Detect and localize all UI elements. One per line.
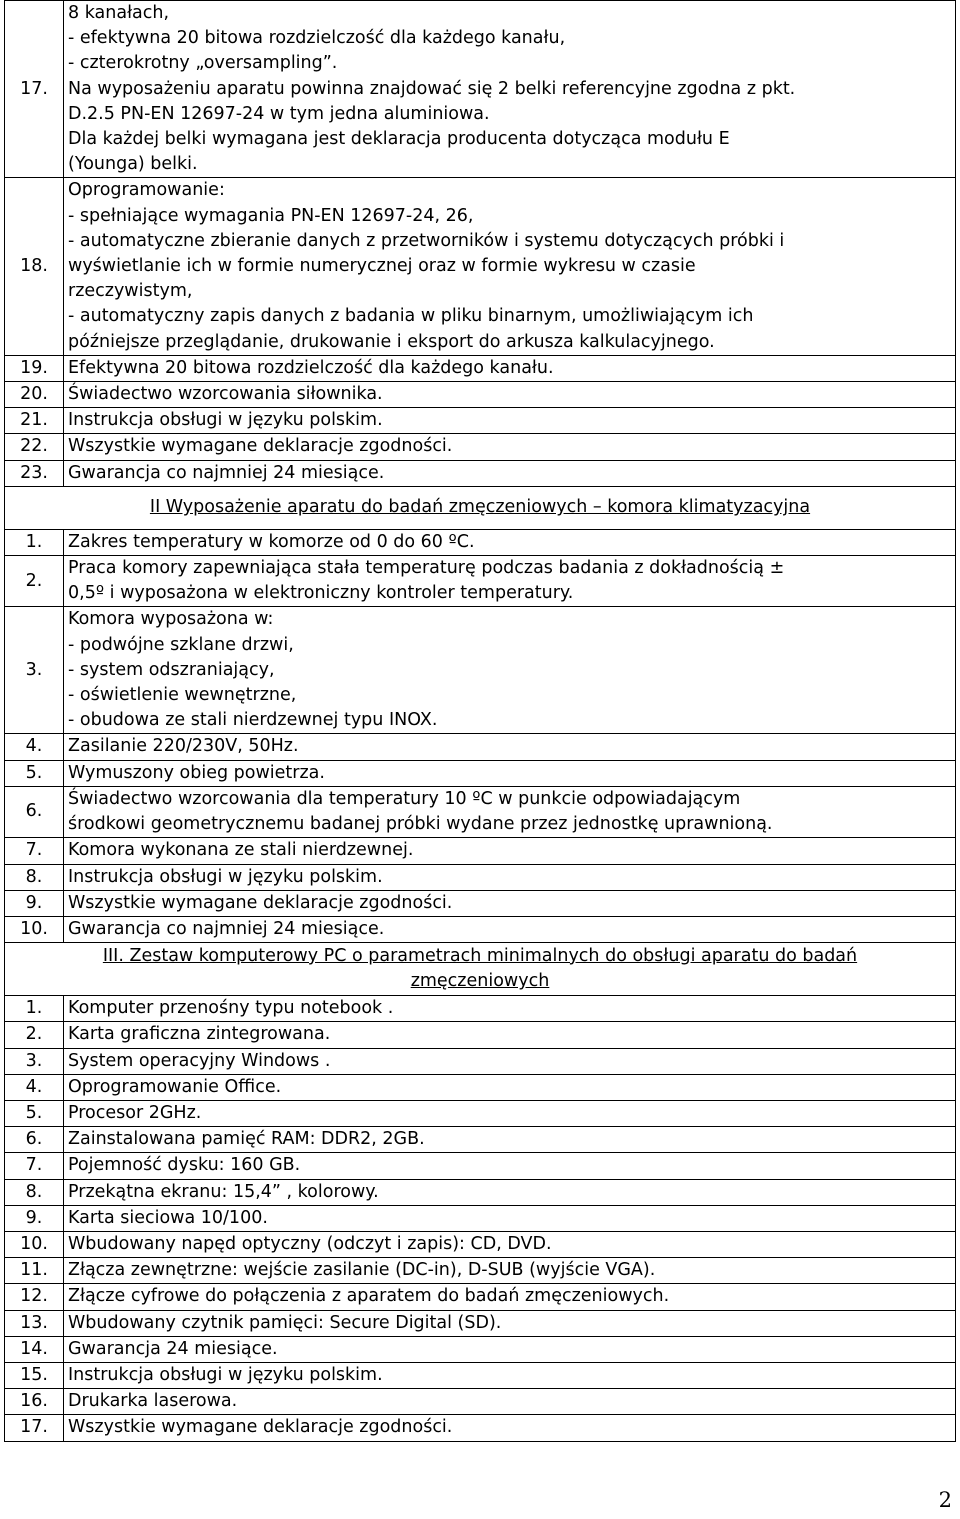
section-3-heading-row: [5, 943, 956, 996]
table-row: [5, 1258, 956, 1284]
table-row: [5, 556, 956, 607]
text-line: Oprogramowanie:: [68, 180, 225, 201]
item-number: 2.: [5, 556, 64, 607]
item-text: [64, 1205, 956, 1231]
table-row: [5, 996, 956, 1022]
item-number: 4.: [5, 734, 64, 760]
text-line: Procesor 2GHz.: [68, 1102, 202, 1123]
text-line: - spełniające wymagania PN-EN 12697-24, 26,: [68, 205, 474, 226]
item-number: 1.: [5, 529, 64, 555]
heading-text: zmęczeniowych: [410, 971, 550, 992]
specification-table: [4, 0, 956, 1442]
item-text: [64, 916, 956, 942]
table-row: [5, 1, 956, 178]
table-row: [5, 607, 956, 734]
text-line: (Younga) belki.: [68, 154, 198, 175]
item-number: 22.: [5, 434, 64, 460]
item-text: [64, 1022, 956, 1048]
text-line: Instrukcja obsługi w języku polskim.: [68, 1364, 383, 1385]
item-text: [64, 996, 956, 1022]
item-text: [64, 1179, 956, 1205]
text-line: późniejsze przeglądanie, drukowanie i eksport do arkusza kalkulacyjnego.: [68, 331, 715, 352]
page-number: 2: [938, 1488, 952, 1512]
section-2-heading: [5, 486, 956, 529]
item-number: 20.: [5, 382, 64, 408]
item-text: [64, 355, 956, 381]
item-text: [64, 434, 956, 460]
item-number: 10.: [5, 1231, 64, 1257]
table-row: [5, 460, 956, 486]
item-text: [64, 786, 956, 837]
table-row: [5, 1336, 956, 1362]
text-line: - czterokrotny „oversampling”.: [68, 53, 338, 74]
table-row: [5, 1205, 956, 1231]
item-text: [64, 1362, 956, 1388]
text-line: - automatyczny zapis danych z badania w pliku binarnym, umożliwiającym ich: [68, 306, 754, 327]
item-text: [64, 178, 956, 355]
item-number: 6.: [5, 786, 64, 837]
item-text: [64, 1048, 956, 1074]
item-number: 15.: [5, 1362, 64, 1388]
item-number: 17.: [5, 1, 64, 178]
item-number: 3.: [5, 1048, 64, 1074]
table-row: [5, 734, 956, 760]
table-row: [5, 178, 956, 355]
section-2-heading-row: [5, 486, 956, 529]
item-text: [64, 1336, 956, 1362]
text-line: Pojemność dysku: 160 GB.: [68, 1155, 301, 1176]
item-text: [64, 607, 956, 734]
text-line: Zakres temperatury w komorze od 0 do 60 ºC.: [68, 531, 475, 552]
table-row: [5, 864, 956, 890]
item-number: 4.: [5, 1074, 64, 1100]
item-number: 11.: [5, 1258, 64, 1284]
text-line: Wbudowany czytnik pamięci: Secure Digital (SD).: [68, 1312, 502, 1333]
item-number: 10.: [5, 916, 64, 942]
text-line: Efektywna 20 bitowa rozdzielczość dla każdego kanału.: [68, 357, 554, 378]
table-row: [5, 382, 956, 408]
table-row: [5, 1284, 956, 1310]
item-text: [64, 1074, 956, 1100]
item-number: 9.: [5, 1205, 64, 1231]
item-number: 12.: [5, 1284, 64, 1310]
text-line: Świadectwo wzorcowania siłownika.: [68, 384, 383, 405]
table-row: [5, 1153, 956, 1179]
text-line: Wbudowany napęd optyczny (odczyt i zapis): CD, DVD.: [68, 1233, 552, 1254]
item-number: 8.: [5, 864, 64, 890]
text-line: Złącze cyfrowe do połączenia z aparatem do badań zmęczeniowych.: [68, 1286, 670, 1307]
text-line: - automatyczne zbieranie danych z przetworników i systemu dotyczących próbki i: [68, 230, 785, 251]
item-text: [64, 1258, 956, 1284]
table-row: [5, 1074, 956, 1100]
text-line: Instrukcja obsługi w języku polskim.: [68, 410, 383, 431]
text-line: rzeczywistym,: [68, 281, 193, 302]
text-line: - system odszraniający,: [68, 659, 275, 680]
text-line: Zasilanie 220/230V, 50Hz.: [68, 736, 299, 757]
text-line: Instrukcja obsługi w języku polskim.: [68, 866, 383, 887]
text-line: Karta graficzna zintegrowana.: [68, 1024, 331, 1045]
text-line: Komora wyposażona w:: [68, 609, 274, 630]
item-text: [64, 382, 956, 408]
text-line: wyświetlanie ich w formie numerycznej oraz w formie wykresu w czasie: [68, 256, 696, 277]
text-line: - podwójne szklane drzwi,: [68, 634, 294, 655]
item-text: [64, 1389, 956, 1415]
text-line: Wszystkie wymagane deklaracje zgodności.: [68, 892, 453, 913]
text-line: Komputer przenośny typu notebook .: [68, 998, 394, 1019]
item-number: 18.: [5, 178, 64, 355]
text-line: Zainstalowana pamięć RAM: DDR2, 2GB.: [68, 1129, 425, 1150]
item-number: 8.: [5, 1179, 64, 1205]
item-number: 16.: [5, 1389, 64, 1415]
item-text: [64, 1284, 956, 1310]
item-text: [64, 1415, 956, 1441]
table-row: [5, 916, 956, 942]
text-line: D.2.5 PN-EN 12697-24 w tym jedna aluminiowa.: [68, 103, 490, 124]
item-text: [64, 529, 956, 555]
table-row: [5, 1048, 956, 1074]
item-text: [64, 838, 956, 864]
item-number: 14.: [5, 1336, 64, 1362]
item-number: 1.: [5, 996, 64, 1022]
text-line: 0,5º i wyposażona w elektroniczny kontroler temperatury.: [68, 583, 574, 604]
item-number: 21.: [5, 408, 64, 434]
item-number: 19.: [5, 355, 64, 381]
heading-text: II Wyposażenie aparatu do badań zmęczeniowych – komora klimatyzacyjna: [149, 497, 811, 518]
text-line: 8 kanałach,: [68, 3, 170, 23]
text-line: Oprogramowanie Office.: [68, 1076, 282, 1097]
table-row: [5, 1415, 956, 1441]
item-number: 9.: [5, 890, 64, 916]
item-text: [64, 864, 956, 890]
text-line: - efektywna 20 bitowa rozdzielczość dla każdego kanału,: [68, 28, 566, 49]
text-line: - obudowa ze stali nierdzewnej typu INOX.: [68, 710, 438, 731]
table-row: [5, 1022, 956, 1048]
text-line: Świadectwo wzorcowania dla temperatury 10 ºC w punkcie odpowiadającym: [68, 788, 741, 809]
item-number: 5.: [5, 1100, 64, 1126]
text-line: Na wyposażeniu aparatu powinna znajdować się 2 belki referencyjne zgodna z pkt.: [68, 78, 796, 99]
table-row: [5, 434, 956, 460]
text-line: Gwarancja co najmniej 24 miesiące.: [68, 918, 385, 939]
table-row: [5, 1231, 956, 1257]
text-line: Przekątna ekranu: 15,4” , kolorowy.: [68, 1181, 379, 1202]
table-row: [5, 408, 956, 434]
item-text: [64, 408, 956, 434]
item-number: 7.: [5, 838, 64, 864]
text-line: Wszystkie wymagane deklaracje zgodności.: [68, 436, 453, 457]
table-row: [5, 760, 956, 786]
item-text: [64, 1127, 956, 1153]
table-row: [5, 786, 956, 837]
text-line: Karta sieciowa 10/100.: [68, 1207, 268, 1228]
item-text: [64, 890, 956, 916]
item-text: [64, 556, 956, 607]
item-text: [64, 1231, 956, 1257]
text-line: Praca komory zapewniająca stała temperaturę podczas badania z dokładnością ±: [68, 558, 785, 579]
text-line: Gwarancja co najmniej 24 miesiące.: [68, 462, 385, 483]
item-number: 6.: [5, 1127, 64, 1153]
item-text: [64, 760, 956, 786]
text-line: Komora wykonana ze stali nierdzewnej.: [68, 840, 414, 861]
text-line: - oświetlenie wewnętrzne,: [68, 685, 297, 706]
table-row: [5, 890, 956, 916]
text-line: Wymuszony obieg powietrza.: [68, 762, 325, 783]
table-row: [5, 838, 956, 864]
text-line: Dla każdej belki wymagana jest deklaracja producenta dotycząca modułu E: [68, 129, 730, 150]
text-line: Złącza zewnętrzne: wejście zasilanie (DC-in), D-SUB (wyjście VGA).: [68, 1260, 656, 1281]
heading-text: III. Zestaw komputerowy PC o parametrach minimalnych do obsługi aparatu do badań: [102, 945, 858, 966]
item-number: 5.: [5, 760, 64, 786]
item-number: 2.: [5, 1022, 64, 1048]
item-number: 3.: [5, 607, 64, 734]
table-row: [5, 1127, 956, 1153]
table-row: [5, 1362, 956, 1388]
item-text: [64, 1310, 956, 1336]
item-number: 7.: [5, 1153, 64, 1179]
text-line: środkowi geometrycznemu badanej próbki wydane przez jednostkę uprawnioną.: [68, 814, 773, 835]
table-row: [5, 529, 956, 555]
text-line: System operacyjny Windows .: [68, 1050, 331, 1071]
text-line: Gwarancja 24 miesiące.: [68, 1338, 278, 1359]
item-number: 23.: [5, 460, 64, 486]
section-3-heading: [5, 943, 956, 996]
table-row: [5, 1310, 956, 1336]
table-row: [5, 355, 956, 381]
table-row: [5, 1389, 956, 1415]
item-text: [64, 460, 956, 486]
item-number: 17.: [5, 1415, 64, 1441]
item-number: 13.: [5, 1310, 64, 1336]
item-text: [64, 1153, 956, 1179]
text-line: Wszystkie wymagane deklaracje zgodności.: [68, 1417, 453, 1438]
table-row: [5, 1100, 956, 1126]
item-text: [64, 734, 956, 760]
item-text: [64, 1100, 956, 1126]
item-text: [64, 1, 956, 178]
table-row: [5, 1179, 956, 1205]
text-line: Drukarka laserowa.: [68, 1391, 238, 1412]
